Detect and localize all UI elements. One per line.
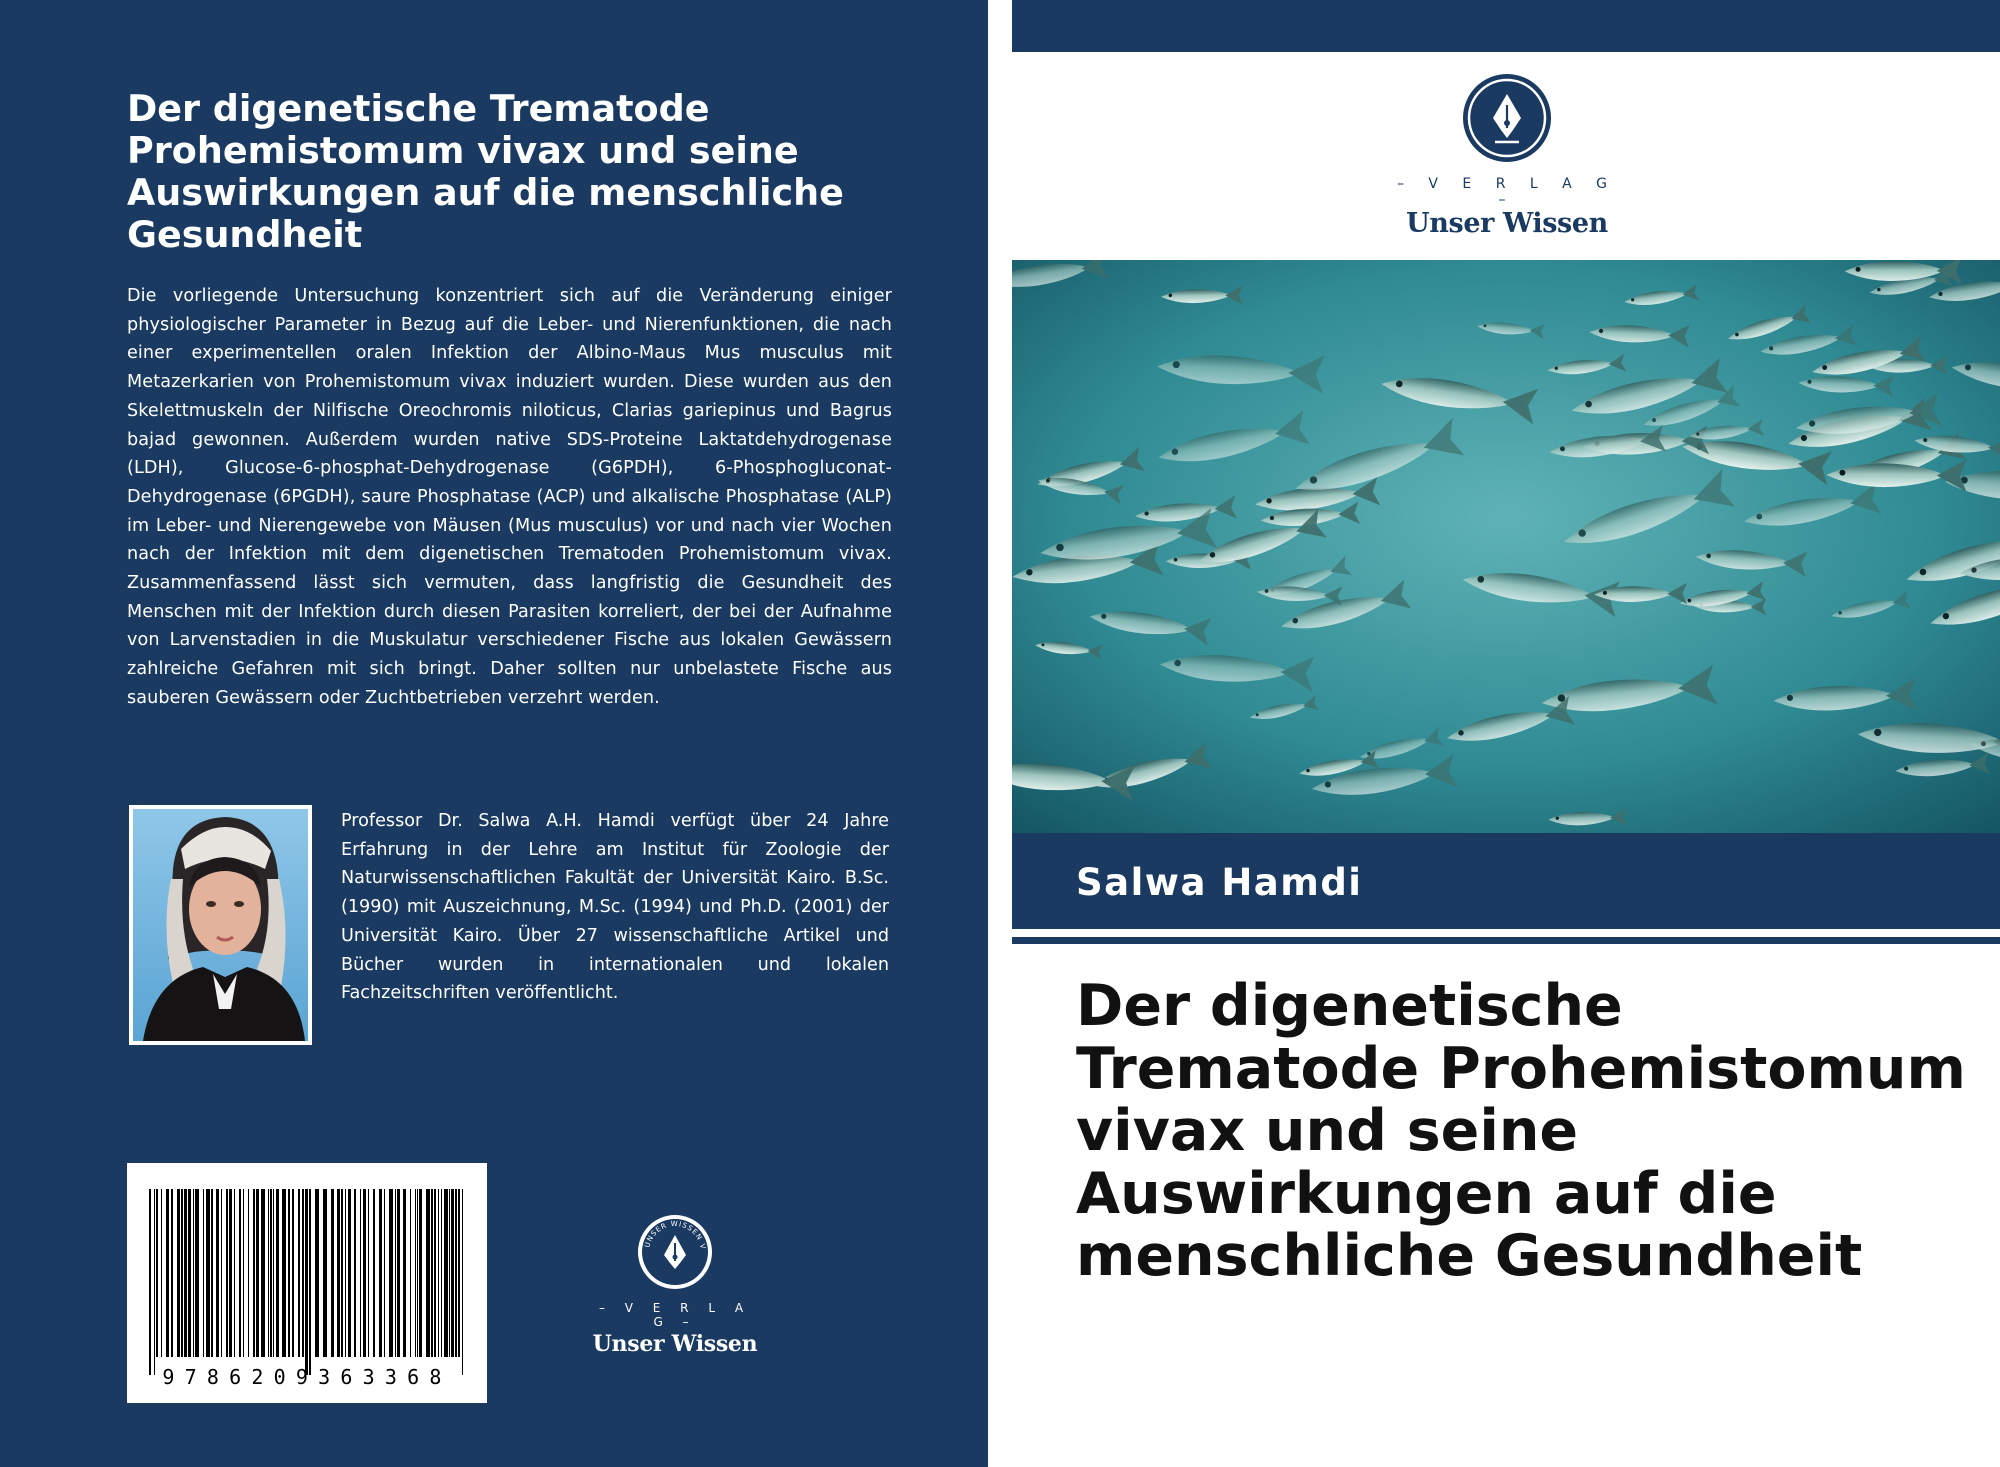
barcode-bar [323, 1189, 327, 1357]
barcode-bar [243, 1189, 244, 1357]
barcode-bar [229, 1189, 232, 1357]
barcode-bar [345, 1189, 346, 1357]
barcode-bar [276, 1189, 279, 1357]
front-author-name: Salwa Hamdi [1076, 861, 1363, 904]
barcode-bar [203, 1189, 204, 1357]
barcode-bar [395, 1189, 396, 1357]
barcode-bar [368, 1189, 369, 1357]
barcode-bar [341, 1189, 343, 1357]
barcode-bar [161, 1189, 162, 1357]
barcode-bar [415, 1189, 416, 1357]
barcode-bar [288, 1189, 290, 1357]
barcode-bar [419, 1189, 422, 1357]
fish-photo [1012, 260, 2000, 833]
author-photo [129, 805, 312, 1045]
spine-gap [988, 0, 1012, 1467]
barcode-bar [282, 1189, 286, 1357]
barcode-bar [216, 1189, 219, 1357]
barcode-bar [211, 1189, 213, 1357]
barcode-bar [331, 1189, 334, 1357]
barcode-bar [181, 1189, 183, 1357]
barcode-bar [444, 1189, 448, 1357]
barcode-bar [426, 1189, 430, 1357]
barcode-bar [309, 1189, 311, 1375]
barcode-bar [171, 1189, 173, 1357]
barcode-bar [302, 1189, 304, 1357]
barcode-bar [248, 1189, 249, 1357]
barcode-bar [451, 1189, 454, 1357]
pen-nib-logo-icon [1461, 72, 1553, 164]
barcode-bar [348, 1189, 351, 1357]
divider-line [1012, 937, 2000, 944]
barcode-bar [379, 1189, 382, 1357]
barcode-bar [455, 1189, 457, 1357]
barcode-bar [417, 1189, 418, 1357]
barcode-bar [363, 1189, 366, 1357]
front-logo-brand: Unser Wissen [1406, 208, 1608, 239]
front-publisher-logo [1382, 72, 1632, 239]
barcode-bar [384, 1189, 385, 1357]
barcode-bar [253, 1189, 255, 1357]
barcode-bar [403, 1189, 406, 1357]
back-cover-title: Der digenetische Trematode Prohemistomum vivax und seine Auswirkungen auf die menschliche Gesundheit [127, 87, 844, 256]
barcode-bar [458, 1189, 460, 1357]
barcode-bar [397, 1189, 400, 1357]
back-cover-blurb: Die vorliegende Untersuchung konzentriert sich auf die Veränderung einiger physiologischer Parameter in Bezug auf die Leber- und Nierenfunktionen, die nach einer experimentellen oralen Infektion der Albino-Maus Mus musculus mit Metazerkarien von Prohemistomum vivax induziert wurden. Diese wurden aus den Skelettmuskeln der Nilfische Oreochromis niloticus, Clarias gariepinus und Bagrus bajad gewonnen. Außerdem wurden native SDS-Proteine Laktatdehydrogenase (LDH), Glucose-6-phosphat-Dehydrogenase (G6PDH), 6-Phosphogluconat-Dehydrogenase (6PGDH), saure Phosphatase (ACP) und alkalische Phosphatase (ALP) im Leber- und Nierengewebe von Mäusen (Mus musculus) vor und nach vier Wochen nach der Infektion mit dem digenetischen Trematoden Prohemistomum vivax. Zusammenfassend lässt sich vermuten, dass langfristig die Gesundheit des Menschen mit der Infektion durch diesen Parasiten korreliert, der bei der Aufnahme von Larvenstadien in die Muskulatur verschiedener Fische aus lokalen Gewässern zahlreiche Gefahren mit sich bringt. Daher sollten nur unbelastete Fische aus sauberen Gewässern oder Zuchtbetrieben verzehrt werden. [127, 286, 892, 708]
author-portrait-image [133, 809, 308, 1041]
barcode-bar [462, 1189, 463, 1375]
barcode-bar [149, 1189, 151, 1375]
barcode-bar [360, 1189, 361, 1357]
barcode-bar [193, 1189, 194, 1357]
barcode-bar [273, 1189, 274, 1357]
front-cover [1012, 0, 2000, 1467]
barcode-bar [410, 1189, 411, 1357]
back-publisher-logo [586, 1213, 764, 1357]
barcode-digits: 9786209363368 [162, 1365, 452, 1389]
barcode-bar [438, 1189, 439, 1357]
barcode-bar [270, 1189, 272, 1357]
pen-nib-seal-icon [636, 1213, 714, 1291]
barcode-bar [239, 1189, 241, 1357]
barcode-bar [166, 1189, 169, 1357]
front-cover-title: Der digenetische Trematode Prohemistomum vivax und seine Auswirkungen auf die menschliche Gesundheit [1076, 973, 1966, 1289]
barcode-bar [389, 1189, 393, 1357]
barcode-bar [195, 1189, 199, 1357]
barcode-bar [177, 1189, 180, 1357]
back-cover [0, 0, 988, 1467]
barcode-bar [226, 1189, 228, 1357]
barcode-bar [298, 1189, 300, 1357]
barcode-bar [268, 1189, 269, 1357]
barcode-bar [292, 1189, 294, 1357]
isbn-barcode [127, 1163, 487, 1403]
front-top-bar [1012, 0, 2000, 52]
barcode-bar [156, 1189, 158, 1357]
barcode-bar [261, 1189, 265, 1357]
barcode-bar [434, 1189, 436, 1357]
barcode-bar [449, 1189, 450, 1357]
barcode-bar [441, 1189, 442, 1357]
barcode-bar [256, 1189, 259, 1357]
back-logo-brand: Unser Wissen [592, 1331, 758, 1357]
barcode-bar [188, 1189, 191, 1357]
barcode-bar [184, 1189, 187, 1357]
barcode-bar [221, 1189, 222, 1357]
barcode-bar [373, 1189, 375, 1357]
barcode-bar [234, 1189, 235, 1357]
front-logo-verlag: – V E R L A G – [1396, 176, 1618, 208]
barcode-bar [206, 1189, 210, 1357]
barcode-bar [154, 1189, 155, 1375]
author-bio: Professor Dr. Salwa A.H. Hamdi verfügt über 24 Jahre Erfahrung in der Lehre am Institut für Zoologie der Naturwissenschaftlichen Fakultät der Universität Kairo. B.Sc. (1990) mit Auszeichnung, M.Sc. (1994) und Ph.D. (2001) der Universität Kairo. Über 27 wissenschaftliche Artikel und Bücher wurden in internationalen und lokalen Fachzeitschriften veröffentlicht. [341, 811, 889, 1004]
barcode-bar [431, 1189, 433, 1357]
back-logo-verlag: – V E R L A G – [598, 1301, 752, 1329]
barcode-bar [337, 1189, 340, 1357]
author-band [1012, 833, 2000, 929]
barcode-bar [305, 1189, 308, 1375]
barcode-bar [315, 1189, 319, 1357]
seal-text: UNSER WISSEN V [643, 1219, 707, 1251]
barcode-bar [354, 1189, 356, 1357]
school-of-fish-image [1012, 260, 2000, 833]
